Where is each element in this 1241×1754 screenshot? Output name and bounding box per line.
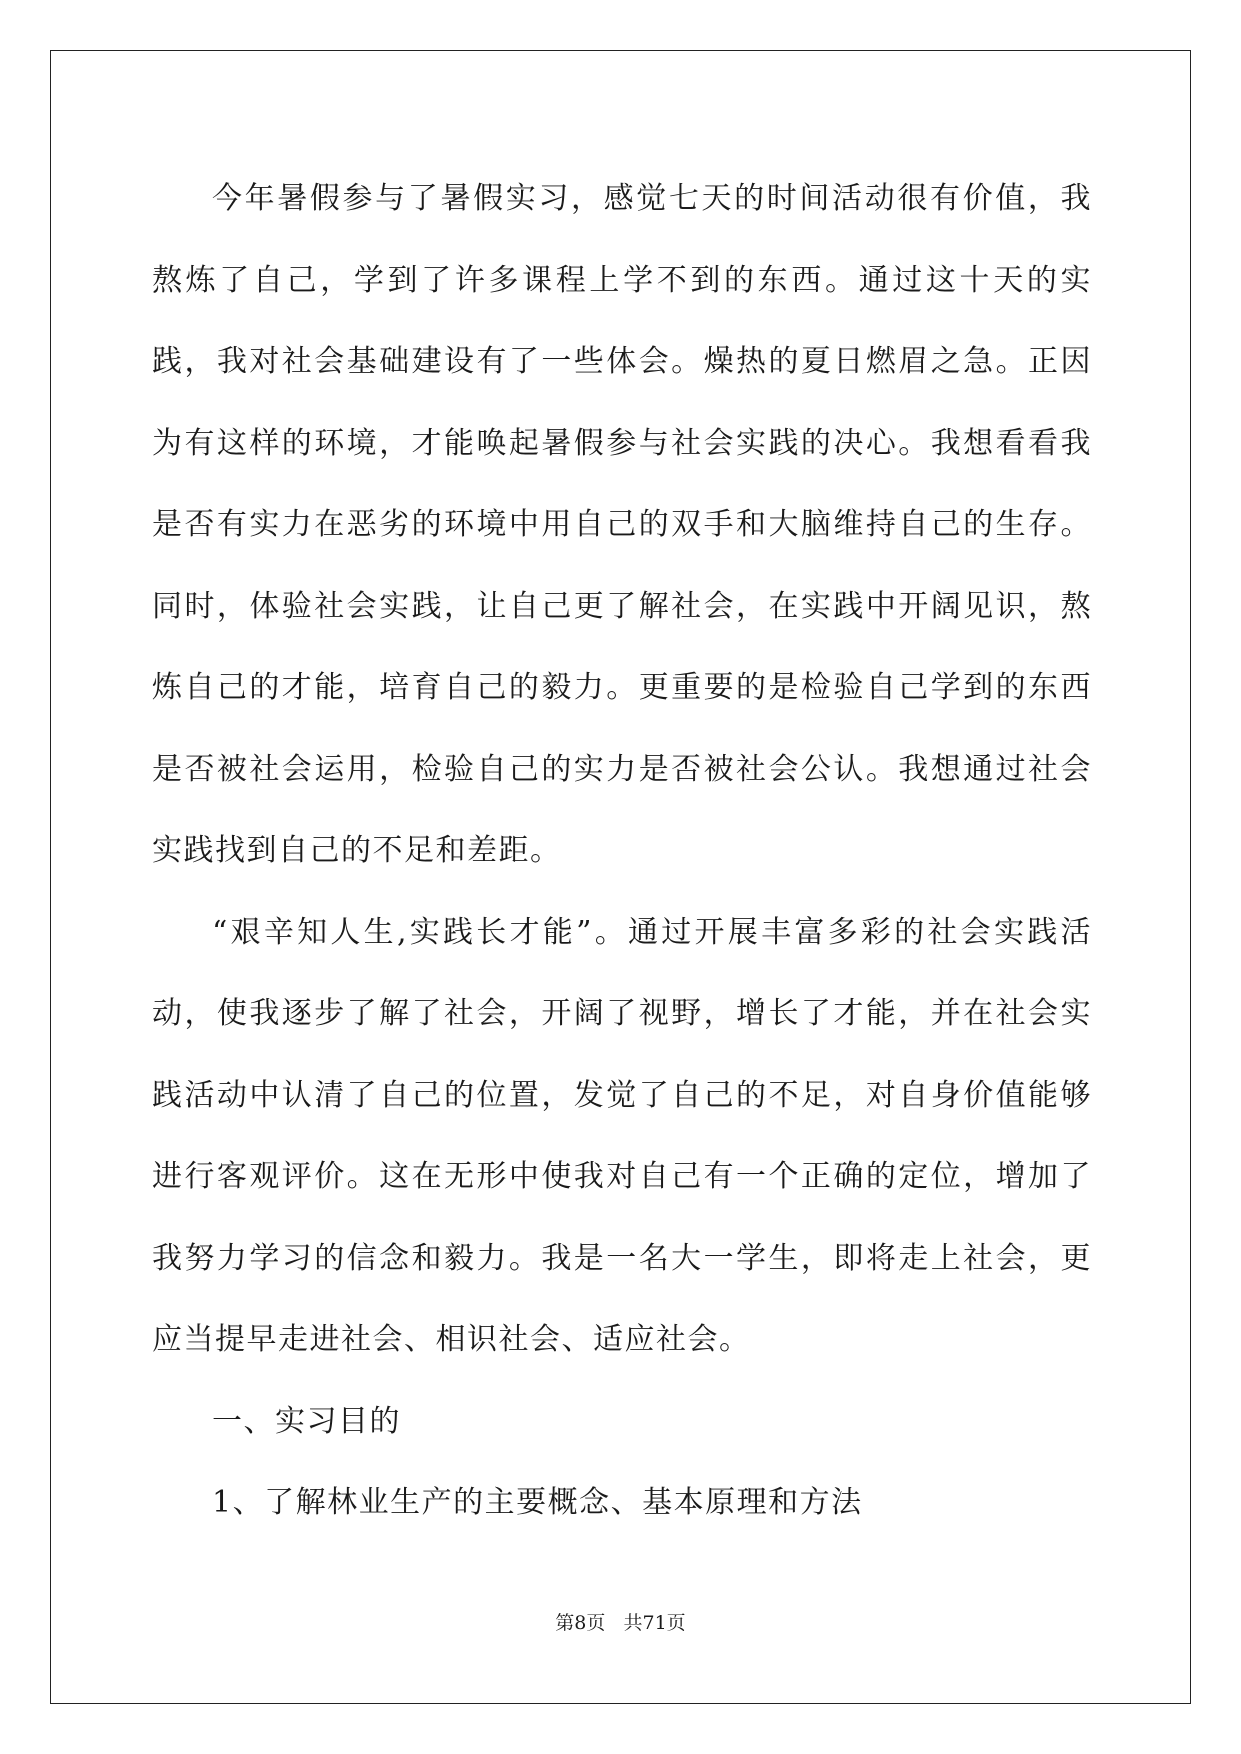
heading-internship-purpose: 一、实习目的 [212,1403,401,1439]
document-body [152,158,1092,1544]
list-item-1: 1、了解林业生产的主要概念、基本原理和方法 [212,1485,863,1520]
page-number: 第8页 共71页 [555,1612,686,1634]
paragraph-practice: “艰辛知人生,实践长才能”。通过开展丰富多彩的社会实践活动，使我逐步了解了社会，开阔了视野，增长了才能，并在社会实践活动中认清了自己的位置，发觉了自己的不足，对自身价值能够进行客观评价。这在无形中使我对自己有一个正确的定位，增加了我努力学习的信念和毅力。我是一名大一学生，即将走上社会，更应当提早走进社会、相识社会、适应社会。 [152,914,1092,1357]
paragraph-intro: 今年暑假参与了暑假实习，感觉七天的时间活动很有价值，我熬炼了自己，学到了许多课程上学不到的东西。通过这十天的实践，我对社会基础建设有了一些体会。燥热的夏日燃眉之急。正因为有这样的环境，才能唤起暑假参与社会实践的决心。我想看看我是否有实力在恶劣的环境中用自己的双手和大脑维持自己的生存。同时，体验社会实践，让自己更了解社会，在实践中开阔见识，熬炼自己的才能，培育自己的毅力。更重要的是检验自己学到的东西是否被社会运用，检验自己的实力是否被社会公认。我想通过社会实践找到自己的不足和差距。 [152,181,1092,868]
